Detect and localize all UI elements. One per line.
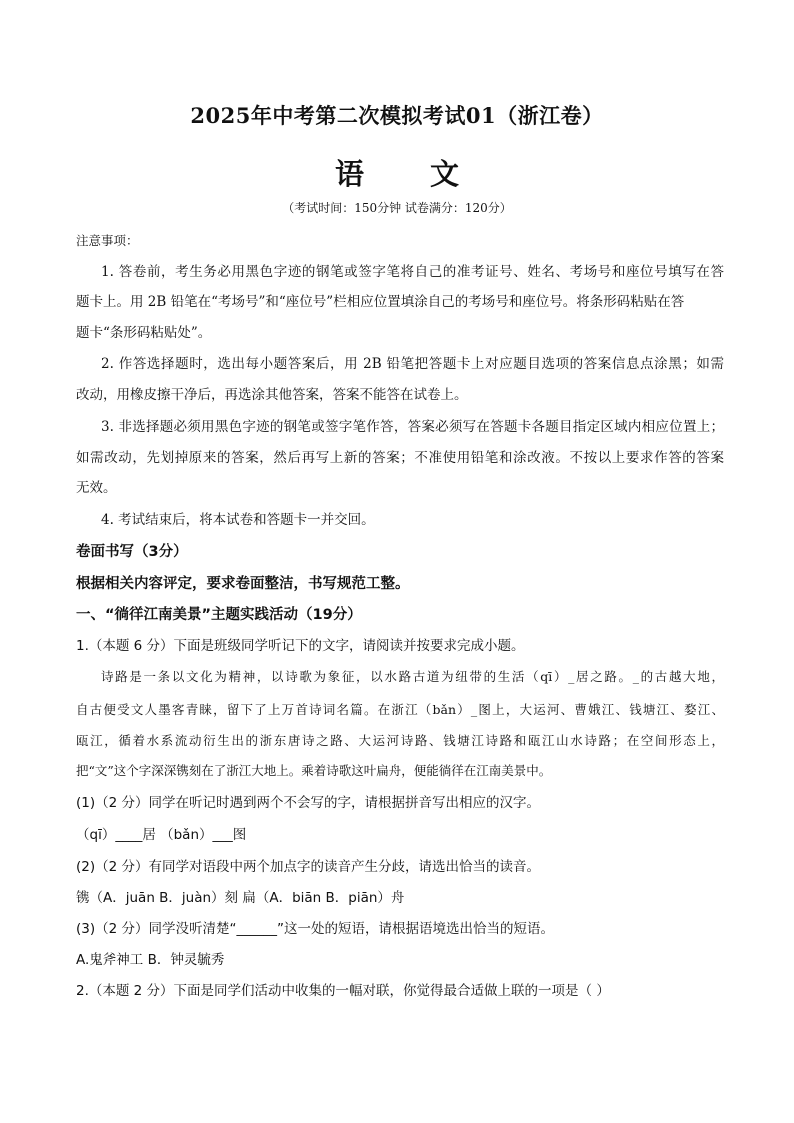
question-2-stem: 2.（本题 2 分）下面是同学们活动中收集的一幅对联，你觉得最合适做上联的一项是（ ） [76,983,610,999]
note-item-4: 4. 考试结束后，将本试卷和答题卡一并交回。 [101,512,375,528]
question-1-sub-1: (1)（2 分）同学在听记时遇到两个不会写的字，请根据拼音写出相应的汉字。 [76,795,541,811]
handwriting-section-desc: 根据相关内容评定，要求卷面整洁，书写规范工整。 [76,576,410,592]
note-item-1-line-2: 题卡上。用 2B 铅笔在“考场号”和“座位号”栏相应位置填涂自己的考场号和座位号。将条形码粘贴在答 [76,294,685,310]
question-1-sub-2: (2)（2 分）有同学对语段中两个加点字的读音产生分歧，请选出恰当的读音。 [76,859,541,875]
question-1-sub-3-answer: A.鬼斧神工 B．钟灵毓秀 [76,952,225,968]
exam-meta: （考试时间：150分钟 试卷满分：120分） [282,201,512,215]
question-1-stem: 1.（本题 6 分）下面是班级同学听记下的文字，请阅读并按要求完成小题。 [76,638,525,654]
passage-line-3: 瓯江，循着水系流动衍生出的浙东唐诗之路、大运河诗路、钱塘江诗路和瓯江山水诗路；在空间形态上， [76,733,724,748]
passage-line-4: 把“文”这个字深深镌刻在了浙江大地上。乘着诗歌这叶扁舟，便能徜徉在江南美景中。 [76,763,552,778]
note-item-3-line-1: 3. 非选择题必须用黑色字迹的钢笔或签字笔作答，答案必须写在答题卡各题目指定区域内相应位置上； [101,419,724,435]
note-item-1-line-3: 题卡“条形码粘贴处”。 [76,325,212,341]
passage-line-1: 诗路是一条以文化为精神，以诗歌为象征，以水路古道为纽带的生活（qī）_居之路。_的古越大地， [101,669,724,684]
note-item-3-line-2: 如需改动，先划掉原来的答案，然后再写上新的答案；不准使用铅笔和涂改液。不按以上要求作答的答案 [76,450,724,466]
section-1-title: 一、“徜徉江南美景”主题实践活动（19分） [76,607,362,623]
exam-title: 2025年中考第二次模拟考试01（浙江卷） [190,103,604,128]
question-1-sub-3: (3)（2 分）同学没听清楚“______”这一处的短语，请根据语境选出恰当的短语。 [76,921,554,937]
question-1-sub-2-answer: 镌（A．juān B．juàn）刻 扁（A．biān B．piān）舟 [76,890,405,906]
question-1-sub-1-answer: （qī）____居 （bǎn）___图 [76,827,247,843]
subject-title: 语 文 [334,157,488,191]
note-item-2-line-2: 改动，用橡皮擦干净后，再选涂其他答案，答案不能答在试卷上。 [76,387,468,403]
notes-label: 注意事项： [76,233,139,248]
note-item-3-line-3: 无效。 [76,480,117,496]
handwriting-section-title: 卷面书写（3分） [76,544,188,560]
note-item-2-line-1: 2. 作答选择题时，选出每小题答案后，用 2B 铅笔把答题卡上对应题目选项的答案信息点涂黑；如需 [101,356,724,372]
passage-line-2: 自古便受文人墨客青睐，留下了上万首诗词名篇。在浙江（bǎn）_图上，大运河、曹娥江、钱塘江、婺江、 [76,702,724,717]
note-item-1-line-1: 1. 答卷前，考生务必用黑色字迹的钢笔或签字笔将自己的准考证号、姓名、考场号和座位号填写在答 [101,264,724,280]
